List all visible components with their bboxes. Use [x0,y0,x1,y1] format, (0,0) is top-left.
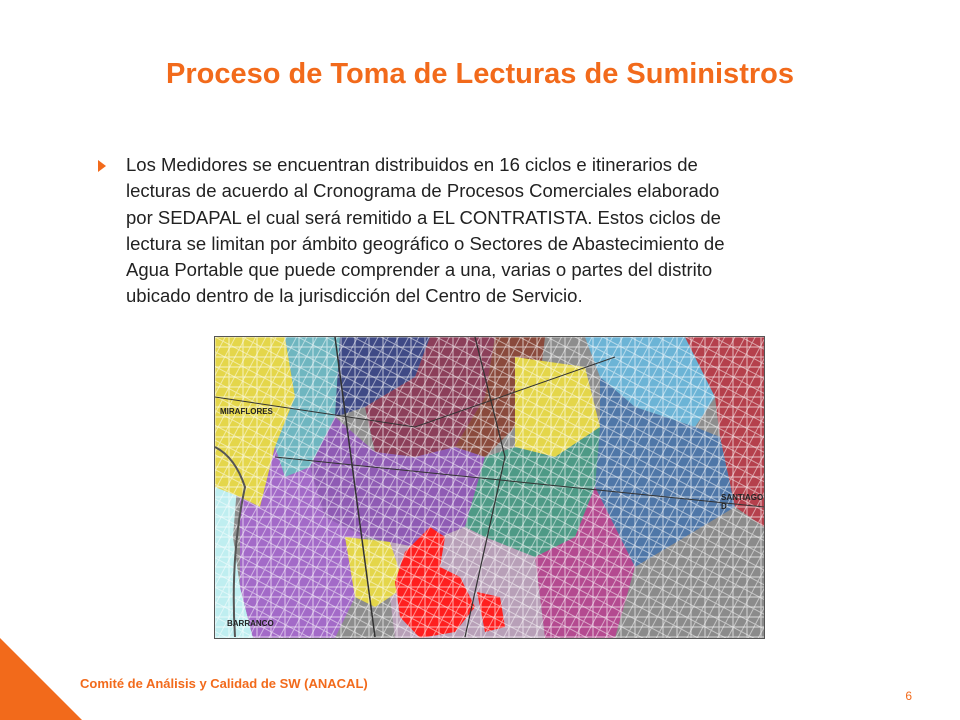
map-label-miraflores: MIRAFLORES [220,407,273,416]
district-map-graphic [215,337,764,638]
map-label-barranco: BARRANCO [227,619,274,628]
bullet-line: Agua Portable que puede comprender a una, varias o partes del distrito [126,259,713,281]
bullet-line: ubicado dentro de la jurisdicción del Centro de Servicio. [126,285,583,307]
bullet-arrow-icon [98,160,106,172]
page-number: 6 [905,689,912,703]
bullet-line: lecturas de acuerdo al Cronograma de Procesos Comerciales elaborado [126,180,720,202]
footer-organization: Comité de Análisis y Calidad de SW (ANACAL) [80,676,368,691]
bullet-line: lectura se limitan por ámbito geográfico o Sectores de Abastecimiento de [126,232,725,254]
bullet-paragraph [126,152,878,310]
slide-title: Proceso de Toma de Lecturas de Suministros [166,58,794,90]
map-label-santiago: SANTIAGO D [721,493,764,511]
corner-accent-triangle [0,638,82,720]
street-grid-diagonal [215,337,764,638]
bullet-line: por SEDAPAL el cual será remitido a EL CONTRATISTA. Estos ciclos de [126,206,721,228]
district-map [214,336,765,639]
bullet-line: Los Medidores se encuentran distribuidos en 16 ciclos e itinerarios de [126,154,698,175]
